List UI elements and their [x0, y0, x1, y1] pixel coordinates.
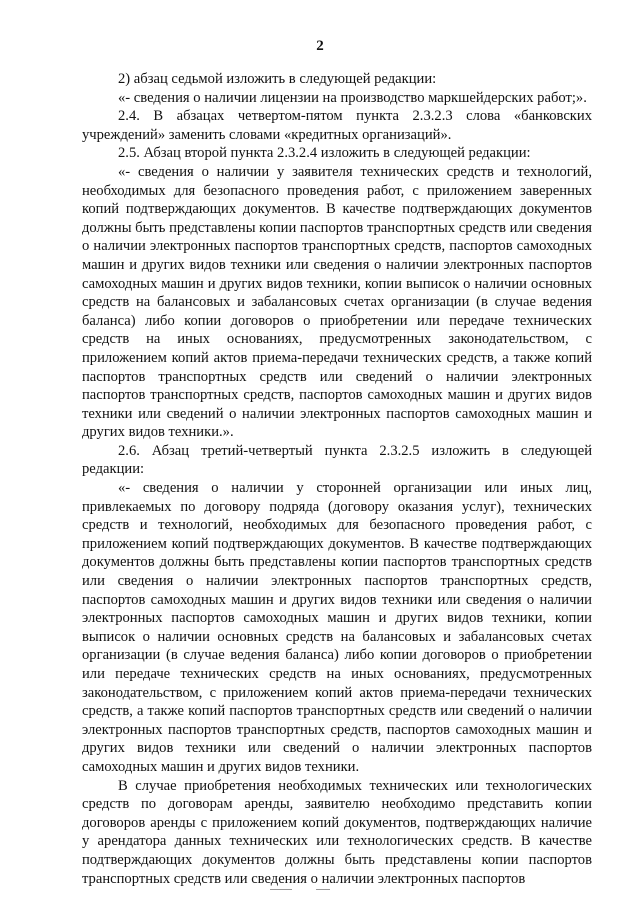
- scan-mark: [270, 889, 292, 890]
- paragraph-lease: В случае приобретения необходимых технических или технологических средств по договорам аренды, заявителю необходимо представить копии договоров аренды с приложением копий документов, подтверждающих наличие у арендатора данных технических или технологических средств. В качестве подтверждающих документов должны быть представлены копии паспортов транспортных средств или сведения о наличии электронных паспортов: [82, 777, 592, 887]
- paragraph-2-4: 2.4. В абзацах четвертом-пятом пункта 2.3.2.3 слова «банковских учреждений» заменить словами «кредитных организаций».: [82, 108, 592, 143]
- paragraph-license: «- сведения о наличии лицензии на производство маркшейдерских работ;».: [118, 89, 587, 106]
- paragraph-item-2: 2) абзац седьмой изложить в следующей редакции:: [118, 71, 437, 87]
- paragraph-2-5: 2.5. Абзац второй пункта 2.3.2.4 изложить в следующей редакции:: [118, 145, 531, 162]
- scan-artifact-marks: [270, 889, 390, 895]
- paragraph-third-party: «- сведения о наличии у сторонней организации или иных лиц, привлекаемых по договору подряда (договору оказания услуг), технических средств и технологий, необходимых для безопасного проведения работ, с приложением копий подтверждающих документов. В качестве подтверждающих документов должны быть представлены копии паспортов транспортных средств или сведения о наличии электронных паспортов транспортных средств, паспортов самоходных машин и других видов техники или сведения о наличии электронных паспортов самоходных машин и других видов техники, копии выписок о наличии основных средств на балансовых и забалансовых счетах организации (в случае ведения баланса) либо копии договоров о приобретении или передаче технических средств на иных основаниях, предусмотренных законодательством, с приложением копий актов приема-передачи технических средств, а также копий паспортов транспортных средств или сведений о наличии электронных паспортов транспортных средств, паспортов самоходных машин и других видов техники или сведений о наличии электронных паспортов самоходных машин и других видов техники.: [82, 480, 592, 775]
- paragraph-2-6: 2.6. Абзац третий-четвертый пункта 2.3.2.5 изложить в следующей редакции:: [82, 442, 592, 478]
- document-body: [82, 70, 592, 888]
- page-number: 2: [316, 38, 324, 54]
- scan-mark: [316, 889, 330, 890]
- paragraph-technical-means: «- сведения о наличии у заявителя технических средств и технологий, необходимых для безопасного проведения работ, с приложением заверенных копий подтверждающих документов. В качестве подтверждающих документов должны быть представлены копии паспортов транспортных средств или сведения о наличии электронных паспортов транспортных средств, паспортов самоходных машин и других видов техники или сведения о наличии электронных паспортов самоходных машин и других видов техники, копии выписок о наличии основных средств на балансовых и забалансовых счетах организации (в случае ведения баланса) либо копии договоров о приобретении или передаче технических средств на иных основаниях, предусмотренных законодательством, с приложением копий актов приема-передачи технических средств, а также копий паспортов транспортных средств или сведений о наличии электронных паспортов транспортных средств, паспортов самоходных машин и других видов техники или сведений о наличии электронных паспортов самоходных машин и других видов техники.».: [82, 163, 592, 441]
